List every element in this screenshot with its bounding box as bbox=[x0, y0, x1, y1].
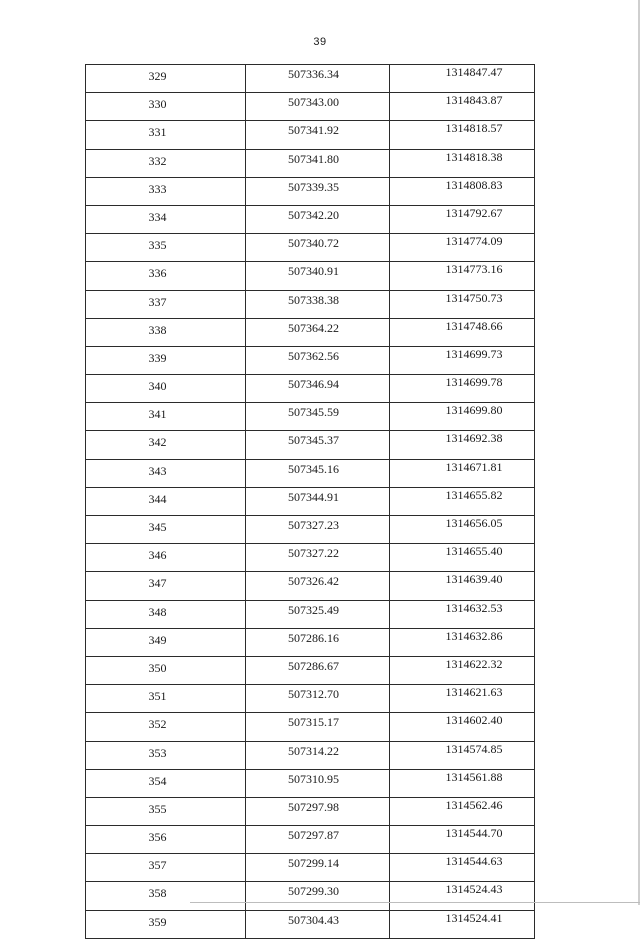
page-number: 39 bbox=[313, 36, 327, 48]
y-coordinate-cell: 1314544.63 bbox=[390, 854, 535, 882]
x-coordinate-cell: 507304.43 bbox=[246, 910, 390, 938]
table-row bbox=[86, 318, 535, 346]
scan-bottom-line bbox=[190, 902, 640, 903]
point-number-cell: 343 bbox=[86, 459, 246, 487]
point-number-cell: 340 bbox=[86, 375, 246, 403]
y-coordinate-cell: 1314544.70 bbox=[390, 826, 535, 854]
table-row bbox=[86, 741, 535, 769]
point-number-cell: 346 bbox=[86, 544, 246, 572]
table-row bbox=[86, 290, 535, 318]
x-coordinate-cell: 507339.35 bbox=[246, 177, 390, 205]
x-coordinate-cell: 507343.00 bbox=[246, 93, 390, 121]
point-number-cell: 354 bbox=[86, 769, 246, 797]
y-coordinate-cell: 1314632.86 bbox=[390, 628, 535, 656]
x-coordinate-cell: 507297.98 bbox=[246, 797, 390, 825]
x-coordinate-cell: 507345.59 bbox=[246, 403, 390, 431]
point-number-cell: 353 bbox=[86, 741, 246, 769]
coordinate-table-body bbox=[86, 65, 535, 939]
table-row bbox=[86, 713, 535, 741]
y-coordinate-cell: 1314656.05 bbox=[390, 516, 535, 544]
x-coordinate-cell: 507340.91 bbox=[246, 262, 390, 290]
point-number-cell: 334 bbox=[86, 205, 246, 233]
y-coordinate-cell: 1314818.57 bbox=[390, 121, 535, 149]
point-number-cell: 355 bbox=[86, 797, 246, 825]
x-coordinate-cell: 507297.87 bbox=[246, 826, 390, 854]
y-coordinate-cell: 1314699.73 bbox=[390, 346, 535, 374]
y-coordinate-cell: 1314561.88 bbox=[390, 769, 535, 797]
point-number-cell: 329 bbox=[86, 65, 246, 93]
point-number-cell: 338 bbox=[86, 318, 246, 346]
y-coordinate-cell: 1314773.16 bbox=[390, 262, 535, 290]
x-coordinate-cell: 507338.38 bbox=[246, 290, 390, 318]
table-row bbox=[86, 177, 535, 205]
table-row bbox=[86, 234, 535, 262]
point-number-cell: 336 bbox=[86, 262, 246, 290]
x-coordinate-cell: 507364.22 bbox=[246, 318, 390, 346]
x-coordinate-cell: 507336.34 bbox=[246, 65, 390, 93]
table-row bbox=[86, 149, 535, 177]
table-row bbox=[86, 65, 535, 93]
table-row bbox=[86, 769, 535, 797]
x-coordinate-cell: 507344.91 bbox=[246, 487, 390, 515]
point-number-cell: 335 bbox=[86, 234, 246, 262]
table-row bbox=[86, 685, 535, 713]
x-coordinate-cell: 507346.94 bbox=[246, 375, 390, 403]
table-row bbox=[86, 882, 535, 910]
x-coordinate-cell: 507327.23 bbox=[246, 516, 390, 544]
x-coordinate-cell: 507312.70 bbox=[246, 685, 390, 713]
table-row bbox=[86, 487, 535, 515]
table-row bbox=[86, 403, 535, 431]
x-coordinate-cell: 507327.22 bbox=[246, 544, 390, 572]
y-coordinate-cell: 1314818.38 bbox=[390, 149, 535, 177]
table-row bbox=[86, 121, 535, 149]
y-coordinate-cell: 1314622.32 bbox=[390, 656, 535, 684]
x-coordinate-cell: 507299.30 bbox=[246, 882, 390, 910]
point-number-cell: 333 bbox=[86, 177, 246, 205]
point-number-cell: 349 bbox=[86, 628, 246, 656]
coordinate-table bbox=[85, 64, 535, 939]
point-number-cell: 347 bbox=[86, 572, 246, 600]
y-coordinate-cell: 1314847.47 bbox=[390, 65, 535, 93]
table-row bbox=[86, 93, 535, 121]
table-row bbox=[86, 600, 535, 628]
x-coordinate-cell: 507325.49 bbox=[246, 600, 390, 628]
y-coordinate-cell: 1314639.40 bbox=[390, 572, 535, 600]
point-number-cell: 337 bbox=[86, 290, 246, 318]
y-coordinate-cell: 1314524.41 bbox=[390, 910, 535, 938]
point-number-cell: 332 bbox=[86, 149, 246, 177]
y-coordinate-cell: 1314602.40 bbox=[390, 713, 535, 741]
point-number-cell: 357 bbox=[86, 854, 246, 882]
point-number-cell: 351 bbox=[86, 685, 246, 713]
x-coordinate-cell: 507345.37 bbox=[246, 431, 390, 459]
x-coordinate-cell: 507341.92 bbox=[246, 121, 390, 149]
point-number-cell: 348 bbox=[86, 600, 246, 628]
point-number-cell: 359 bbox=[86, 910, 246, 938]
y-coordinate-cell: 1314655.82 bbox=[390, 487, 535, 515]
point-number-cell: 352 bbox=[86, 713, 246, 741]
table-row bbox=[86, 826, 535, 854]
table-row bbox=[86, 572, 535, 600]
x-coordinate-cell: 507310.95 bbox=[246, 769, 390, 797]
point-number-cell: 356 bbox=[86, 826, 246, 854]
table-row bbox=[86, 262, 535, 290]
x-coordinate-cell: 507314.22 bbox=[246, 741, 390, 769]
y-coordinate-cell: 1314808.83 bbox=[390, 177, 535, 205]
table-row bbox=[86, 205, 535, 233]
x-coordinate-cell: 507286.67 bbox=[246, 656, 390, 684]
table-row bbox=[86, 656, 535, 684]
point-number-cell: 342 bbox=[86, 431, 246, 459]
table-row bbox=[86, 797, 535, 825]
table-row bbox=[86, 854, 535, 882]
x-coordinate-cell: 507286.16 bbox=[246, 628, 390, 656]
point-number-cell: 344 bbox=[86, 487, 246, 515]
y-coordinate-cell: 1314621.63 bbox=[390, 685, 535, 713]
point-number-cell: 331 bbox=[86, 121, 246, 149]
table-row bbox=[86, 544, 535, 572]
y-coordinate-cell: 1314632.53 bbox=[390, 600, 535, 628]
table-row bbox=[86, 459, 535, 487]
x-coordinate-cell: 507340.72 bbox=[246, 234, 390, 262]
y-coordinate-cell: 1314655.40 bbox=[390, 544, 535, 572]
x-coordinate-cell: 507341.80 bbox=[246, 149, 390, 177]
x-coordinate-cell: 507362.56 bbox=[246, 346, 390, 374]
y-coordinate-cell: 1314671.81 bbox=[390, 459, 535, 487]
point-number-cell: 345 bbox=[86, 516, 246, 544]
y-coordinate-cell: 1314574.85 bbox=[390, 741, 535, 769]
table-row bbox=[86, 375, 535, 403]
x-coordinate-cell: 507299.14 bbox=[246, 854, 390, 882]
y-coordinate-cell: 1314692.38 bbox=[390, 431, 535, 459]
y-coordinate-cell: 1314748.66 bbox=[390, 318, 535, 346]
y-coordinate-cell: 1314774.09 bbox=[390, 234, 535, 262]
x-coordinate-cell: 507326.42 bbox=[246, 572, 390, 600]
x-coordinate-cell: 507342.20 bbox=[246, 205, 390, 233]
y-coordinate-cell: 1314792.67 bbox=[390, 205, 535, 233]
y-coordinate-cell: 1314843.87 bbox=[390, 93, 535, 121]
table-row bbox=[86, 431, 535, 459]
table-row bbox=[86, 910, 535, 938]
table-row bbox=[86, 346, 535, 374]
point-number-cell: 341 bbox=[86, 403, 246, 431]
point-number-cell: 339 bbox=[86, 346, 246, 374]
x-coordinate-cell: 507315.17 bbox=[246, 713, 390, 741]
y-coordinate-cell: 1314750.73 bbox=[390, 290, 535, 318]
table-row bbox=[86, 516, 535, 544]
point-number-cell: 350 bbox=[86, 656, 246, 684]
y-coordinate-cell: 1314562.46 bbox=[390, 797, 535, 825]
y-coordinate-cell: 1314524.43 bbox=[390, 882, 535, 910]
table-row bbox=[86, 628, 535, 656]
x-coordinate-cell: 507345.16 bbox=[246, 459, 390, 487]
point-number-cell: 358 bbox=[86, 882, 246, 910]
y-coordinate-cell: 1314699.78 bbox=[390, 375, 535, 403]
point-number-cell: 330 bbox=[86, 93, 246, 121]
y-coordinate-cell: 1314699.80 bbox=[390, 403, 535, 431]
